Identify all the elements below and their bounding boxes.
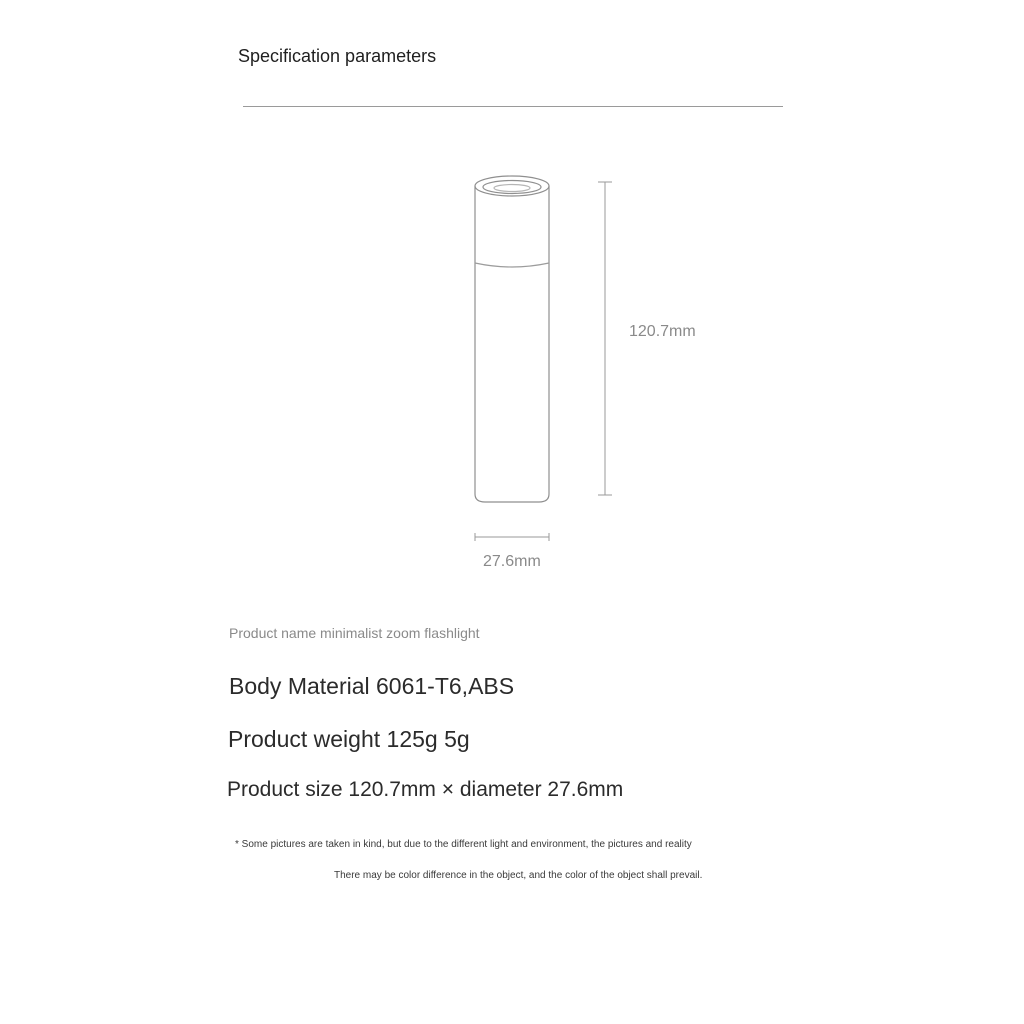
product-size-spec: Product size 120.7mm × diameter 27.6mm <box>227 778 624 801</box>
page-title: Specification parameters <box>238 46 437 66</box>
product-name-spec: Product name minimalist zoom flashlight <box>229 625 480 641</box>
height-dimension-line <box>598 182 612 495</box>
width-dimension-line <box>475 533 549 541</box>
disclaimer-line-2: There may be color difference in the object, and the color of the object shall prevail. <box>334 870 703 881</box>
disclaimer-line-1: * Some pictures are taken in kind, but due to the different light and environment, the pictures and reality <box>235 839 692 850</box>
product-weight-spec: Product weight 125g 5g <box>228 726 470 752</box>
flashlight-icon <box>475 176 549 502</box>
height-label: 120.7mm <box>629 323 696 340</box>
body-material-spec: Body Material 6061-T6,ABS <box>229 673 515 699</box>
width-label: 27.6mm <box>483 553 541 570</box>
